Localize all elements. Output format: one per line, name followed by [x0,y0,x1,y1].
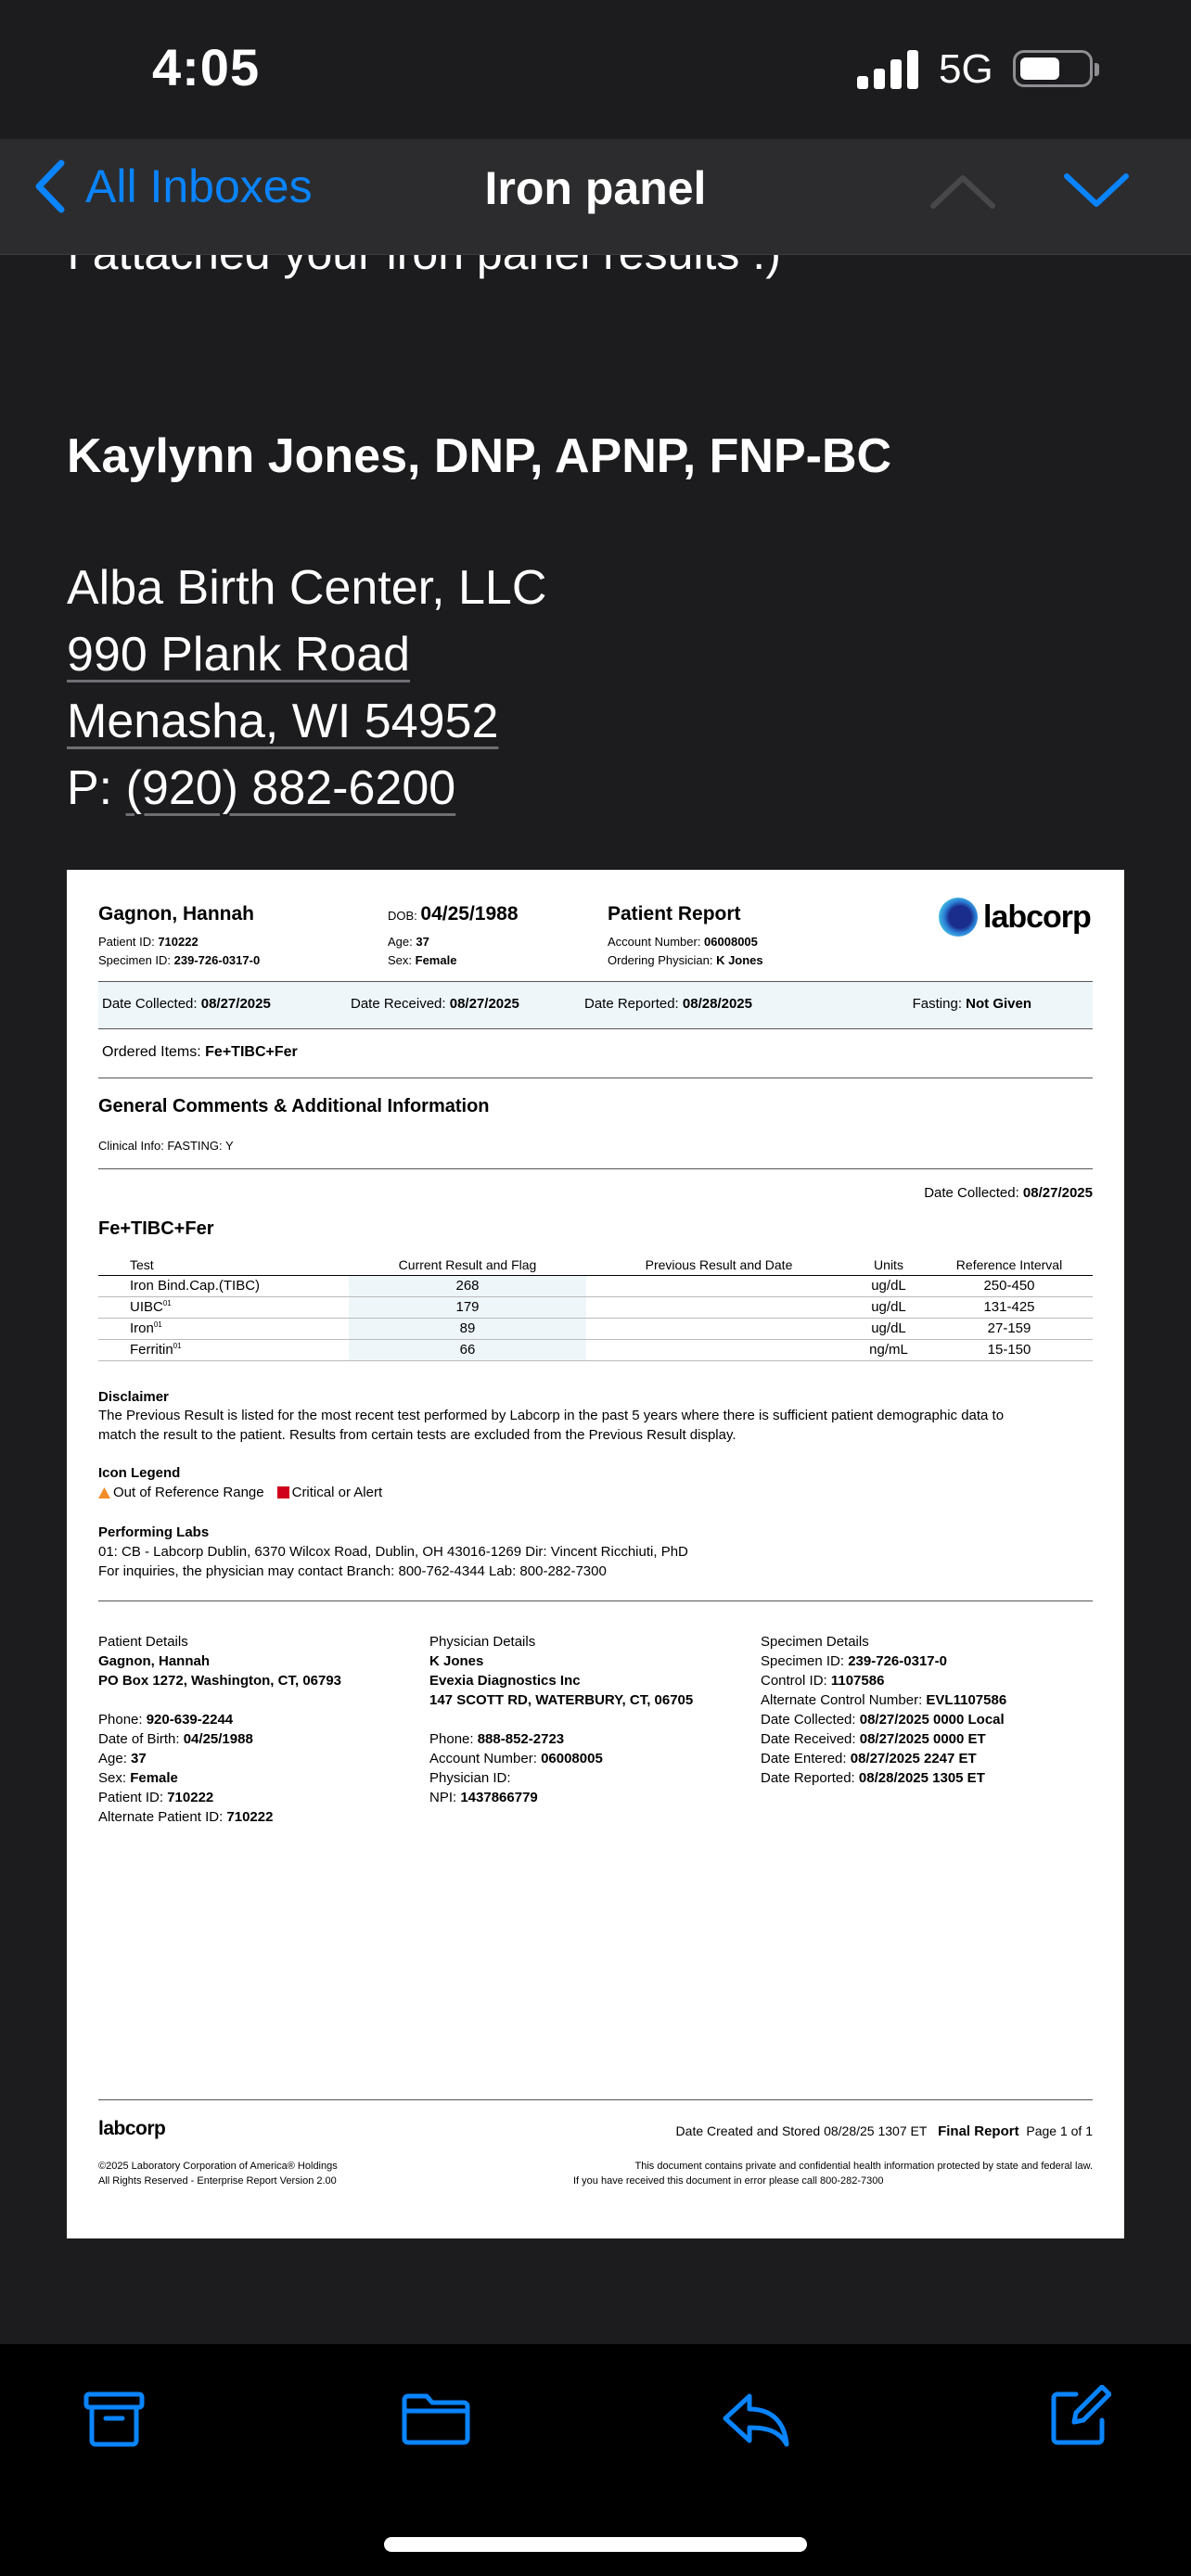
status-time: 4:05 [152,38,261,96]
report-date-received: Date Received: 08/27/2025 [351,996,519,1012]
report-patient-id: Patient ID: 710222 [98,935,198,949]
test-units: ug/dL [852,1276,926,1297]
report-fasting: Fasting: Not Given [912,996,1031,1012]
previous-result [586,1319,852,1340]
performing-labs-line: For inquiries, the physician may contact Branch: 800-762-4344 Lab: 800-282-7300 [98,1563,607,1579]
table-row [98,1297,1093,1319]
warning-triangle-icon [98,1487,110,1498]
panel-title: Fe+TIBC+Fer [98,1218,214,1239]
folder-icon[interactable] [401,2391,471,2448]
report-date-reported: Date Reported: 08/28/2025 [584,996,752,1012]
labcorp-logo-text: labcorp [983,899,1091,935]
status-bar [0,0,1191,139]
reference-interval: 27-159 [926,1319,1093,1340]
reference-interval: 131-425 [926,1297,1093,1319]
performing-labs-title: Performing Labs [98,1524,210,1540]
footer-copyright: ©2025 Laboratory Corporation of America® Holdings [98,2161,338,2172]
reference-interval: 15-150 [926,1340,1093,1361]
test-result: 179 [349,1297,586,1319]
report-title: Patient Report [608,903,741,925]
table-row [98,1276,1093,1297]
previous-result [586,1340,852,1361]
icon-legend: Out of Reference Range Critical or Alert [98,1485,382,1500]
test-result: 89 [349,1319,586,1340]
disclaimer-line: match the result to the patient. Results from certain tests are excluded from the Previous Result display. [98,1427,736,1443]
report-date-collected: Date Collected: 08/27/2025 [102,996,271,1012]
footer-report-info: Date Created and Stored 08/28/25 1307 ET Final Report Page 1 of 1 [675,2123,1093,2139]
results-table [98,1256,1093,1361]
test-name: Ferritin$^{01}$ [98,1340,349,1361]
navigation-bar [0,139,1191,255]
report-dob: DOB: 04/25/1988 [388,903,519,925]
phone-prefix: P: [67,761,126,815]
divider [98,1168,1093,1169]
disclaimer-line: The Previous Result is listed for the most recent test performed by Labcorp in the past 5 years where there is sufficient patient demographic data to [98,1408,1005,1423]
footer-labcorp-logo: labcorp [98,2118,166,2139]
report-ordering-physician: Ordering Physician: K Jones [608,953,763,967]
signature-city-link[interactable]: Menasha, WI 54952 [67,695,499,748]
reference-interval: 250-450 [926,1276,1093,1297]
table-row [98,1319,1093,1340]
test-name: Iron Bind.Cap.(TIBC) [98,1276,349,1297]
cellular-signal-icon [857,48,922,89]
icon-legend-title: Icon Legend [98,1465,181,1481]
column-header-previous-result: Previous Result and Date [586,1256,852,1276]
previous-result [586,1276,852,1297]
chevron-up-icon[interactable] [929,171,996,211]
performing-labs-line: 01: CB - Labcorp Dublin, 6370 Wilcox Road, Dublin, OH 43016-1269 Dir: Vincent Ricchiuti, PhD [98,1544,688,1560]
divider [98,1600,1093,1601]
column-header-test: Test [98,1256,349,1276]
test-units: ug/dL [852,1319,926,1340]
date-collected-secondary: Date Collected: 08/27/2025 [924,1185,1093,1201]
footer-confidential: This document contains private and confidential health information protected by state and federal law. [634,2161,1093,2172]
back-button-label: All Inboxes [85,160,313,212]
disclaimer-title: Disclaimer [98,1389,169,1405]
nav-title: Iron panel [484,162,707,214]
reply-icon[interactable] [722,2391,790,2448]
test-name: Iron$^{01}$ [98,1319,349,1340]
chevron-down-icon[interactable] [1063,171,1130,211]
signature-street-link[interactable]: 990 Plank Road [67,628,411,682]
test-name: UIBC$^{01}$ [98,1297,349,1319]
general-comments-title: General Comments & Additional Information [98,1096,490,1116]
previous-result [586,1297,852,1319]
report-ordered-items: Ordered Items: Fe+TIBC+Fer [102,1044,298,1060]
lab-report-attachment[interactable] [67,870,1124,2238]
signature-org: Alba Birth Center, LLC [67,561,547,615]
battery-icon [1013,50,1093,87]
report-account-number: Account Number: 06008005 [608,935,758,949]
column-header-current-result: Current Result and Flag [349,1256,586,1276]
report-patient-name: Gagnon, Hannah [98,903,254,925]
compose-icon[interactable] [1048,2385,1111,2448]
patient-details: Patient Details Gagnon, Hannah PO Box 1272, Washington, CT, 06793 Phone: 920-639-2244 Date of Birth: 04/25/1988 Age: 37 Sex: Female Patient ID: 710222 Alternate Patient ID: 710222 [98,1634,342,1825]
signature-name: Kaylynn Jones, DNP, APNP, FNP-BC [67,429,892,483]
results-table-header [98,1256,1093,1276]
divider [98,2099,1093,2100]
signature-phone-link[interactable]: (920) 882-6200 [125,761,456,815]
test-result: 66 [349,1340,586,1361]
column-header-reference: Reference Interval [926,1256,1093,1276]
footer-confidential: If you have received this document in error please call 800-282-7300 [573,2175,884,2187]
report-age: Age: 37 [388,935,429,949]
network-type: 5G [939,46,993,92]
report-sex: Sex: Female [388,953,457,967]
test-result: 268 [349,1276,586,1297]
table-row [98,1340,1093,1361]
labcorp-logo [939,898,1091,937]
footer-copyright: All Rights Reserved - Enterprise Report Version 2.00 [98,2175,337,2187]
clinical-info: Clinical Info: FASTING: Y [98,1139,234,1153]
critical-square-icon [277,1486,289,1498]
test-units: ug/dL [852,1297,926,1319]
test-units: ng/mL [852,1340,926,1361]
labcorp-logo-mark-icon [939,898,978,937]
signature-phone [67,760,455,816]
column-header-units: Units [852,1256,926,1276]
home-indicator [384,2537,807,2552]
archive-icon[interactable] [83,2391,145,2448]
specimen-details: Specimen Details Specimen ID: 239-726-0317-0 Control ID: 1107586 Alternate Control Number: EVL1107586 Date Collected: 08/27/2025 0000 Local Date Received: 08/27/2025 0000 ET Date Entered: 08/27/2025 2247 ET Date Reported: 08/28/2025 1305 ET [761,1634,1007,1786]
physician-details: Physician Details K Jones Evexia Diagnostics Inc 147 SCOTT RD, WATERBURY, CT, 06705 Phone: 888-852-2723 Account Number: 06008005 Physician ID: NPI: 1437866779 [429,1634,694,1805]
report-specimen-id: Specimen ID: 239-726-0317-0 [98,953,261,967]
